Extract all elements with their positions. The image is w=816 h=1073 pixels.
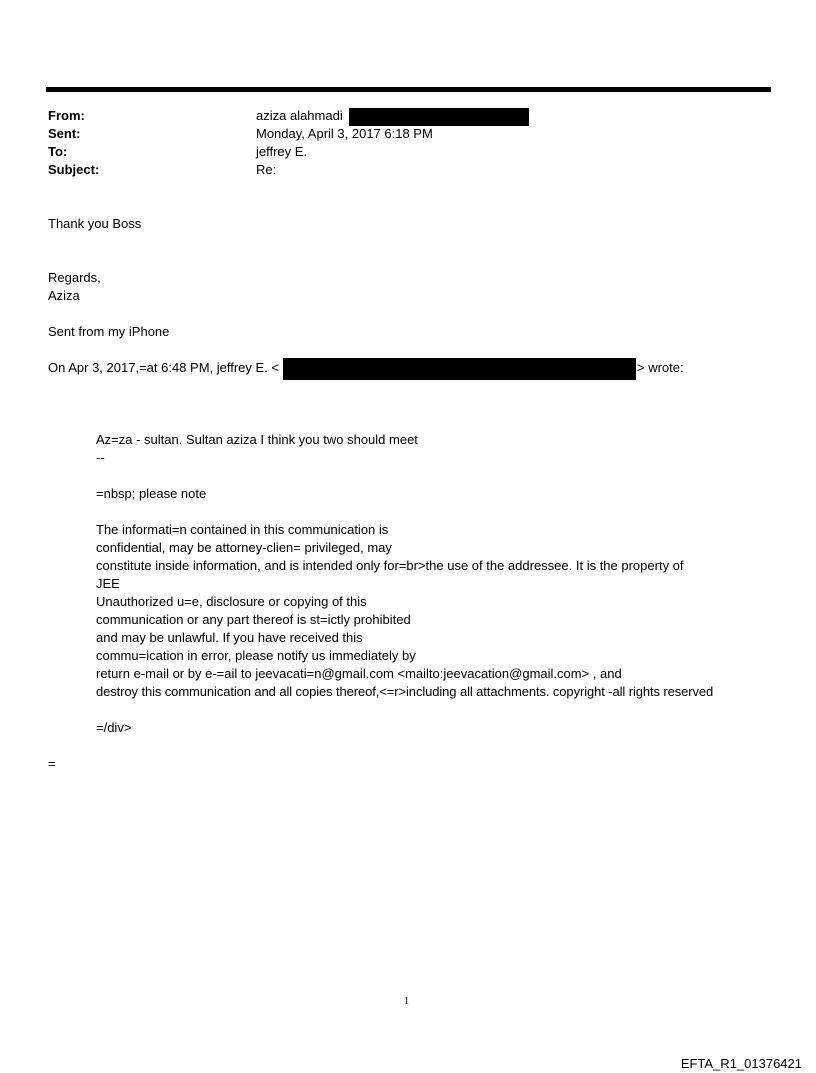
redaction-quoted-email [283, 358, 636, 380]
from-value: aziza alahmadi [256, 108, 343, 123]
quote-intro-start: On Apr 3, 2017,=at 6:48 PM, jeffrey E. < [48, 360, 280, 375]
disclaimer-line: constitute inside information, and is intended only for=br>the use of the addressee. It is the property of [96, 558, 684, 573]
quoted-line-3: =nbsp; please note [96, 486, 207, 501]
bates-number: EFTA_R1_01376421 [680, 1056, 802, 1071]
redaction-from-email [349, 108, 529, 126]
reply-line: Thank you Boss [48, 216, 142, 231]
page-number: 1 [404, 996, 409, 1007]
disclaimer-line: return e-mail or by e-=ail to jeevacati=n@gmail.com <mailto:jeevacation@gmail.com> , and [96, 666, 622, 681]
closing-div: =/div> [96, 720, 132, 735]
subject-value: Re: [256, 162, 277, 177]
quoted-line-2: -- [96, 450, 105, 465]
disclaimer-line: confidential, may be attorney-clien= privileged, may [96, 540, 392, 555]
disclaimer-line: and may be unlawful. If you have received this [96, 630, 363, 645]
to-label: To: [48, 144, 68, 159]
sent-from-line: Sent from my iPhone [48, 324, 170, 339]
signature-name: Aziza [48, 288, 80, 303]
trailing-char: = [48, 756, 56, 771]
sent-label: Sent: [48, 126, 81, 141]
from-label: From: [48, 108, 85, 123]
quote-intro-end: > wrote: [637, 360, 684, 375]
regards-line: Regards, [48, 270, 101, 285]
to-value: jeffrey E. [256, 144, 308, 159]
disclaimer-line: communication or any part thereof is st=ictly prohibited [96, 612, 411, 627]
disclaimer-line: Unauthorized u=e, disclosure or copying of this [96, 594, 367, 609]
disclaimer-line: JEE [96, 576, 120, 591]
disclaimer-line: commu=ication in error, please notify us immediately by [96, 648, 416, 663]
subject-label: Subject: [48, 162, 100, 177]
sent-value: Monday, April 3, 2017 6:18 PM [256, 126, 433, 141]
quoted-line-1: Az=za - sultan. Sultan aziza I think you two should meet [96, 432, 418, 447]
disclaimer-line: The informati=n contained in this communication is [96, 522, 389, 537]
header-rule [46, 87, 771, 92]
disclaimer-line: destroy this communication and all copies thereof,<=r>including all attachments. copyright -all rights reserved [96, 684, 714, 699]
